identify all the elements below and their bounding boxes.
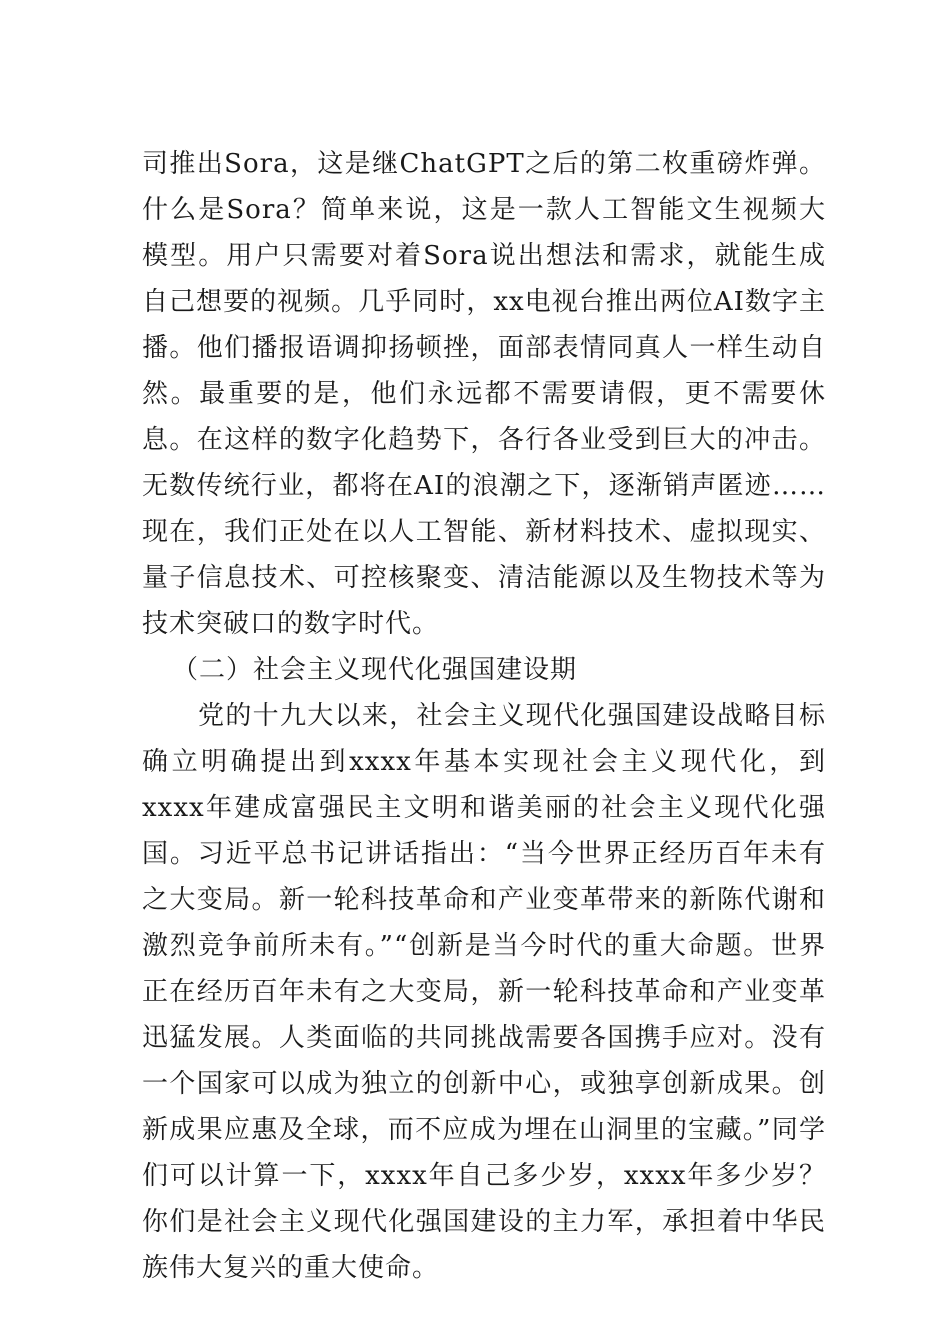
paragraph-digital-era: 司推出Sora，这是继ChatGPT之后的第二枚重磅炸弹。什么是Sora？简单来说，这是一款人工智能文生视频大模型。用户只需要对着Sora说出想法和需求，就能生成自己想要的视频。几乎同时，xx电视台推出两位AI数字主播。他们播报语调抑扬顿挫，面部表情同真人一样生动自然。最重要的是，他们永远都不需要请假，更不需要休息。在这样的数字化趋势下，各行各业受到巨大的冲击。无数传统行业，都将在AI的浪潮之下，逐渐销声匿迹……现在，我们正处在以人工智能、新材料技术、虚拟现实、量子信息技术、可控核聚变、清洁能源以及生物技术等为技术突破口的数字时代。 (142, 149, 826, 639)
paragraph-modernization: 党的十九大以来，社会主义现代化强国建设战略目标确立明确提出到xxxx年基本实现社会主义现代化，到xxxx年建成富强民主文明和谐美丽的社会主义现代化强国。习近平总书记讲话指出：“当今世界正经历百年未有之大变局。新一轮科技革命和产业变革带来的新陈代谢和激烈竞争前所未有。”“创新是当今时代的重大命题。世界正在经历百年未有之大变局，新一轮科技革命和产业变革迅猛发展。人类面临的共同挑战需要各国携手应对。没有一个国家可以成为独立的创新中心，或独享创新成果。创新成果应惠及全球，而不应成为埋在山洞里的宝藏。”同学们可以计算一下，xxxx年自己多少岁，xxxx年多少岁？你们是社会主义现代化强国建设的主力军，承担着中华民族伟大复兴的重大使命。 (142, 701, 826, 1283)
section-heading-modernization: （二）社会主义现代化强国建设期 (172, 655, 578, 685)
document-body (142, 141, 826, 1291)
